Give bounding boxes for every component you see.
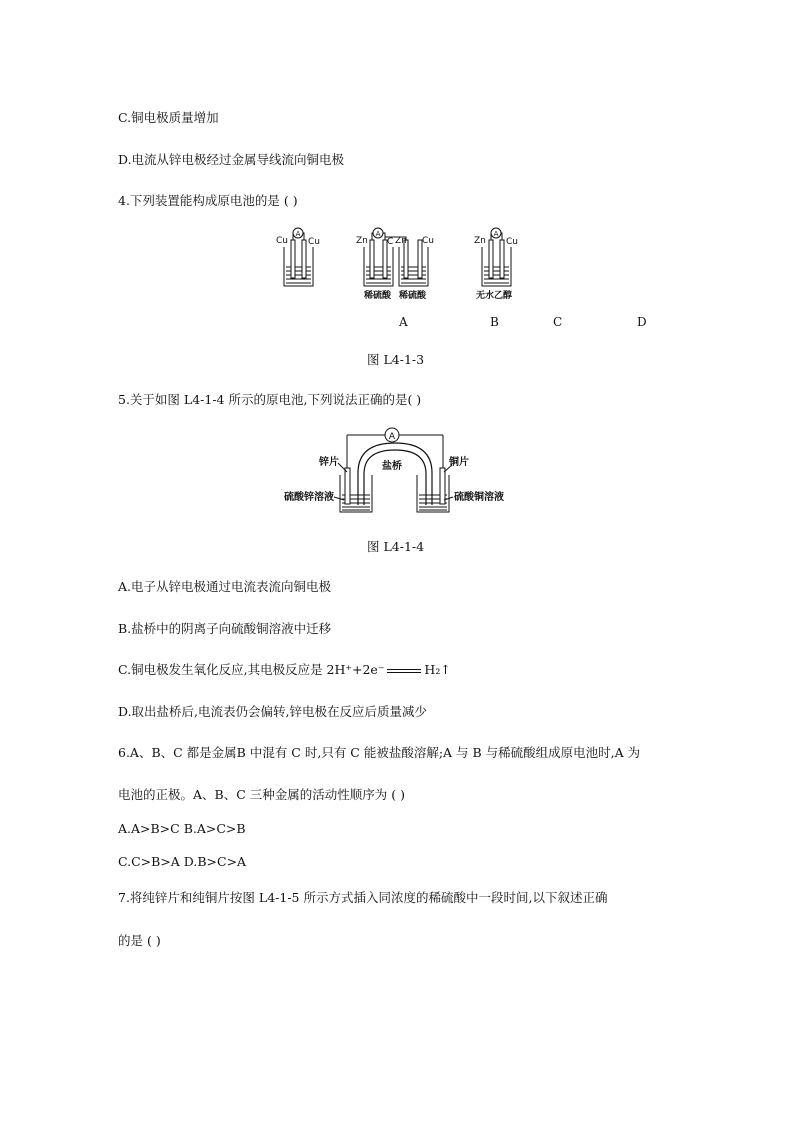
electrode-label: Cu: [506, 237, 518, 247]
q3-option-c: C.铜电极质量增加: [118, 110, 219, 125]
electrode-label: Cu: [422, 236, 434, 246]
electrode-label: Zn: [395, 236, 407, 246]
q5-stem: 5.关于如图 L4-1-4 所示的原电池,下列说法正确的是( ): [118, 392, 422, 407]
ammeter-label: A: [375, 230, 381, 238]
q6-options-row2: C.C>B>A D.B>C>A: [118, 854, 247, 869]
electrode-label: C: [387, 237, 394, 247]
electrode-label: Cu: [308, 237, 320, 247]
solution-label: 无水乙醇: [476, 291, 513, 301]
q6-stem-line2: 电池的正极。A、B、C 三种金属的活动性顺序为 ( ): [118, 787, 405, 802]
q5-option-c: [118, 662, 451, 678]
figure-caption-l4-1-3: 图 L4-1-3: [367, 352, 425, 367]
solution-label: 稀硫酸: [399, 291, 427, 301]
electrode-label: Zn: [474, 236, 486, 246]
q6-stem-line1: 6.A、B、C 都是金属B 中混有 C 时,只有 C 能被盐酸溶解;A 与 B 与稀硫酸组成原电池时,A 为: [118, 745, 641, 760]
electrode-label: Cu: [276, 236, 288, 246]
electrode-label: Zn: [356, 236, 368, 246]
copper-sulfate-label: 硫酸铜溶液: [454, 492, 504, 503]
ammeter-label: A: [493, 230, 499, 238]
q4-option-a: A: [399, 315, 408, 329]
ammeter-label: A: [388, 432, 396, 442]
q5-option-d: D.取出盐桥后,电流表仍会偏转,锌电极在反应后质量减少: [118, 704, 427, 719]
q7-stem-line2: 的是 ( ): [118, 933, 161, 948]
q5-option-a: A.电子从锌电极通过电流表流向铜电极: [118, 579, 332, 594]
q7-stem-line1: 7.将纯锌片和纯铜片按图 L4-1-5 所示方式插入同浓度的稀硫酸中一段时间,以下叙述正确: [118, 890, 608, 905]
q5-option-b: B.盐桥中的阴离子向硫酸铜溶液中迁移: [118, 621, 332, 636]
figure-caption-l4-1-4: 图 L4-1-4: [367, 539, 425, 554]
equation-arrow: [387, 669, 421, 673]
q5-option-c-text: C.铜电极发生氧化反应,其电极反应是 2H⁺+2e⁻: [118, 662, 385, 677]
q5-option-c-product: H₂↑: [424, 662, 451, 677]
solution-label: 稀硫酸: [364, 291, 392, 301]
ammeter-label: A: [295, 230, 301, 238]
q4-option-d: D: [637, 315, 647, 329]
copper-label: 铜片: [449, 457, 469, 468]
q4-option-b: B: [490, 315, 499, 329]
q4-stem: 4.下列装置能构成原电池的是 ( ): [118, 193, 298, 208]
figure-l4-1-4: [0, 425, 794, 525]
zinc-sulfate-label: 硫酸锌溶液: [284, 492, 334, 503]
q6-options-row1: A.A>B>C B.A>C>B: [118, 821, 246, 836]
q3-option-d: D.电流从锌电极经过金属导线流向铜电极: [118, 152, 345, 167]
q4-option-c: C: [553, 315, 563, 329]
salt-bridge-label: 盐桥: [382, 461, 402, 472]
figure-l4-1-3: [0, 225, 794, 325]
zinc-label: 锌片: [319, 457, 339, 468]
